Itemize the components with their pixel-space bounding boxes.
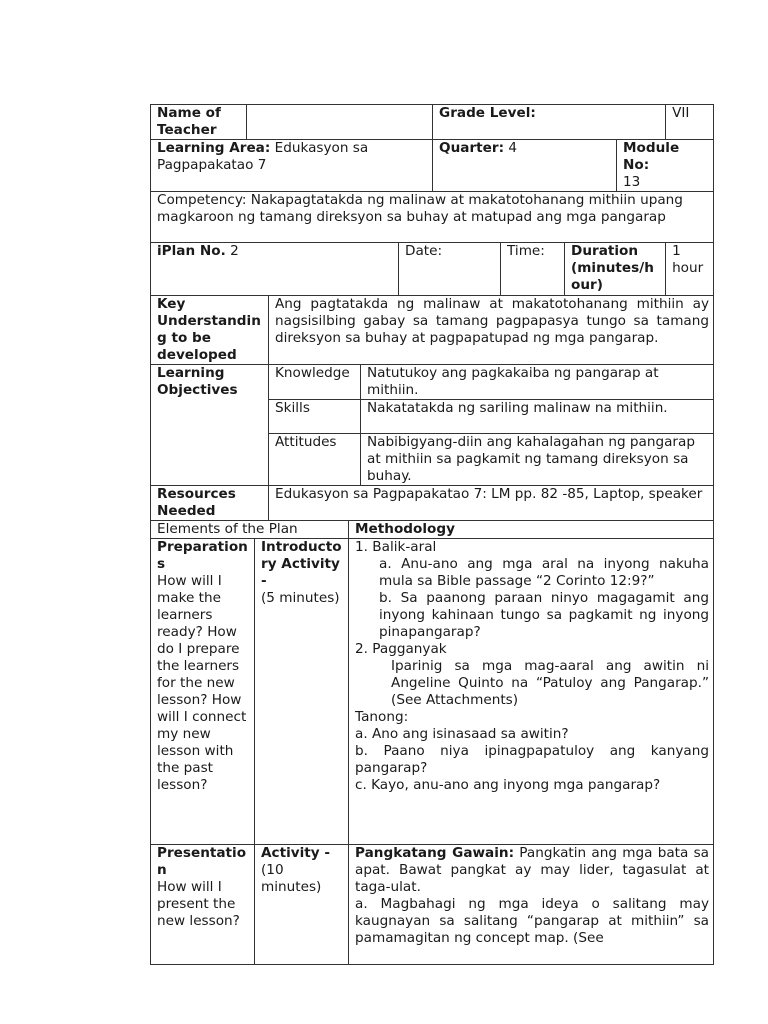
grade-level-value: VII — [666, 105, 714, 140]
lesson-plan-document — [150, 104, 713, 946]
preparations-methodology-cell — [349, 539, 714, 845]
objective-text-knowledge: Natutukoy ang pagkakaiba ng pangarap at mithiin. — [361, 365, 714, 400]
quarter-cell — [433, 140, 617, 192]
grade-level-label: Grade Level: — [433, 105, 666, 140]
iplan-cell — [151, 243, 399, 296]
balik-aral-question-a: a. Anu-ano ang mga aral na inyong nakuha mula sa Bible passage “2 Corinto 12:9?” — [379, 556, 710, 589]
time-label: Time: — [501, 243, 565, 296]
activity-cell — [255, 845, 349, 965]
resources-text: Edukasyon sa Pagpapakatao 7: LM pp. 82 -85, Laptop, speaker — [269, 486, 714, 521]
duration-label: Duration (minutes/hour) — [565, 243, 666, 296]
presentation-methodology-cell — [349, 845, 714, 965]
objective-type-skills: Skills — [269, 400, 361, 434]
presentation-item-a: a. Magbahagi ng mga ideya o salitang may kaugnayan sa salitang “pangarap at mithiin” sa pamamagitan ng concept map. (See — [355, 896, 710, 946]
tanong-c: c. Kayo, anu-ano ang inyong mga pangarap? — [355, 777, 661, 793]
pagganyak-text: Iparinig sa mga mag-aaral ang awitin ni Angeline Quinto na “Patuloy ang Pangarap.” (See Attachments) — [391, 658, 710, 708]
learning-area-label: Learning Area: — [157, 140, 271, 156]
balik-aral-heading: 1. Balik-aral — [355, 539, 437, 555]
presentation-cell — [151, 845, 255, 965]
tanong-a: a. Ano ang isinasaad sa awitin? — [355, 726, 569, 742]
resources-label: Resources Needed — [151, 486, 269, 521]
elements-of-plan-label: Elements of the Plan — [151, 521, 349, 539]
objective-text-skills: Nakatatakda ng sariling malinaw na mithiin. — [361, 400, 714, 434]
iplan-label: iPlan No. — [157, 243, 226, 259]
learning-area-value: Edukasyon sa Pagpapakatao 7 — [157, 140, 369, 173]
objective-type-knowledge: Knowledge — [269, 365, 361, 400]
balik-aral-question-b: b. Sa paanong paraan ninyo magagamit ang inyong kahinaan tungo sa pagkamit ng inyong pinapangarap? — [379, 590, 710, 640]
objectives-table — [150, 295, 714, 521]
introductory-activity-label: Introductory Activity - — [261, 539, 342, 589]
key-understanding-text: Ang pagtatakda ng malinaw at makatotohanang mithiin ay nagsisilbing gabay sa tamang pagpapasya tungo sa tamang direksyon sa buhay at pagpapatupad ng mga pangarap. — [269, 296, 714, 365]
activity-label: Activity - — [261, 845, 330, 861]
key-understanding-label: Key Understanding to be developed — [151, 296, 269, 365]
presentation-questions: How will I present the new lesson? — [157, 879, 240, 929]
preparations-questions: How will I make the learners ready? How do I prepare the learners for the new lesson? How will I connect my new lesson with the past lesson? — [157, 573, 247, 793]
learning-objectives-label: Learning Objectives — [151, 365, 269, 486]
module-value: 13 — [623, 174, 641, 190]
pangkatang-gawain-body: Pangkatin ang mga bata sa apat. Bawat pangkat ay may lider, tagasulat at taga-ulat. — [355, 845, 710, 895]
pagganyak-heading: 2. Pagganyak — [355, 641, 447, 657]
module-label: Module No: — [623, 140, 680, 173]
methodology-table — [150, 520, 714, 965]
objective-type-attitudes: Attitudes — [269, 434, 361, 486]
name-of-teacher-value — [247, 105, 433, 140]
header-table — [150, 104, 714, 296]
iplan-value: 2 — [230, 243, 239, 259]
quarter-label: Quarter: — [439, 140, 504, 156]
pangkatang-gawain-text — [355, 845, 709, 896]
competency-cell: Competency: Nakapagtatakda ng malinaw at makatotohanang mithiin upang magkaroon ng tamang direksyon sa buhay at matupad ang mga pangarap — [151, 192, 714, 243]
preparations-label: Preparations — [157, 539, 248, 572]
introductory-activity-cell — [255, 539, 349, 845]
tanong-heading: Tanong: — [355, 709, 409, 725]
preparations-cell — [151, 539, 255, 845]
tanong-b: b. Paano niya ipinagpapatuloy ang kanyang pangarap? — [355, 743, 710, 776]
duration-value: 1 hour — [666, 243, 714, 296]
presentation-label: Presentation — [157, 845, 247, 878]
date-label: Date: — [399, 243, 501, 296]
pangkatang-gawain-label: Pangkatang Gawain: — [355, 845, 515, 861]
introductory-activity-time: (5 minutes) — [261, 590, 340, 606]
module-cell — [617, 140, 714, 192]
activity-time: (10 minutes) — [261, 862, 322, 895]
objective-text-attitudes: Nabibigyang-diin ang kahalagahan ng pangarap at mithiin sa pagkamit ng tamang direksyon sa buhay. — [361, 434, 714, 486]
learning-area-cell — [151, 140, 433, 192]
name-of-teacher-label: Name of Teacher — [151, 105, 247, 140]
methodology-label: Methodology — [349, 521, 714, 539]
quarter-value: 4 — [508, 140, 517, 156]
